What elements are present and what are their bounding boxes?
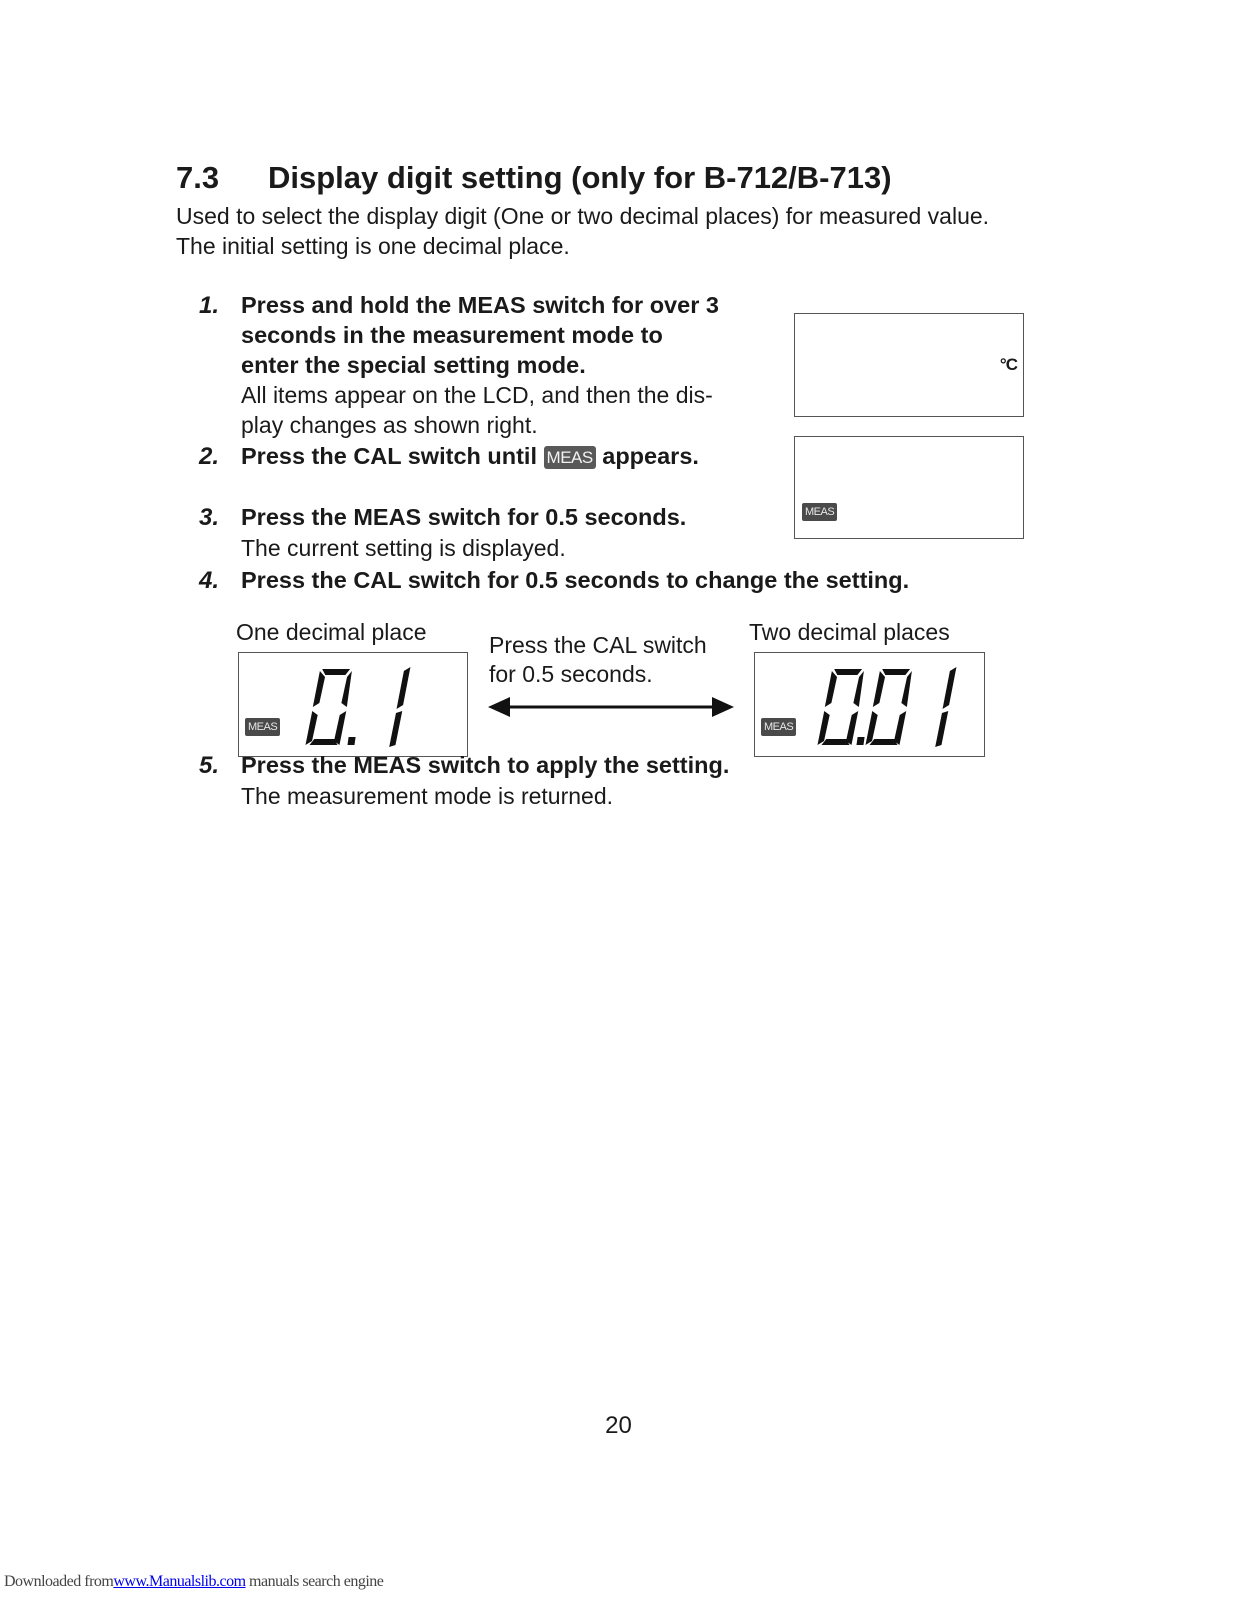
step-1-heading-line: enter the special setting mode. bbox=[241, 352, 586, 378]
page-number: 20 bbox=[605, 1412, 632, 1439]
step-3-description: The current setting is displayed. bbox=[241, 535, 566, 561]
step-3-number: 3. bbox=[199, 504, 220, 531]
step-4-number: 4. bbox=[199, 567, 220, 594]
section-title: Display digit setting (only for B-712/B-713) bbox=[268, 160, 892, 195]
lcd-panel-all-items bbox=[794, 313, 1024, 417]
lcd-panel-meas bbox=[794, 436, 1024, 539]
step-3-heading: Press the MEAS switch for 0.5 seconds. bbox=[241, 504, 687, 530]
step-1-description bbox=[241, 380, 713, 440]
one-decimal-caption: One decimal place bbox=[236, 619, 427, 645]
step-2-heading-text: Press the CAL switch until bbox=[241, 443, 537, 469]
footer-suffix: manuals search engine bbox=[249, 1573, 384, 1590]
celsius-unit-label: °C bbox=[999, 355, 1017, 374]
step-2-heading-text: appears. bbox=[602, 443, 699, 469]
meas-indicator-icon: MEAS bbox=[245, 718, 280, 736]
lcd-one-decimal bbox=[238, 652, 468, 757]
double-arrow-icon bbox=[488, 693, 734, 721]
intro-line-2: The initial setting is one decimal place. bbox=[176, 232, 570, 259]
step-2-heading bbox=[241, 441, 699, 471]
manualslib-link[interactable]: www.Manualslib.com bbox=[113, 1573, 246, 1590]
step-1-heading bbox=[241, 290, 719, 380]
step-5-heading: Press the MEAS switch to apply the setting. bbox=[241, 752, 730, 778]
two-decimal-caption: Two decimal places bbox=[749, 619, 950, 645]
step-2-number: 2. bbox=[199, 443, 220, 470]
toggle-instruction bbox=[489, 631, 707, 689]
section-number: 7.3 bbox=[176, 160, 220, 195]
step-1-heading-line: Press and hold the MEAS switch for over 3 bbox=[241, 292, 719, 318]
meas-indicator-icon: MEAS bbox=[761, 718, 796, 736]
step-4-heading: Press the CAL switch for 0.5 seconds to change the setting. bbox=[241, 567, 910, 593]
meas-indicator-icon: MEAS bbox=[544, 446, 596, 469]
footer-prefix: Downloaded from bbox=[4, 1573, 114, 1590]
download-footer bbox=[4, 1573, 383, 1591]
toggle-instruction-line: Press the CAL switch bbox=[489, 632, 707, 658]
step-1-description-line: All items appear on the LCD, and then the dis- bbox=[241, 382, 713, 408]
seven-segment-display bbox=[811, 663, 981, 751]
seven-segment-display bbox=[299, 663, 459, 751]
lcd-two-decimals bbox=[754, 652, 985, 757]
step-1-description-line: play changes as shown right. bbox=[241, 412, 538, 438]
intro-line-1: Used to select the display digit (One or two decimal places) for measured value. bbox=[176, 203, 990, 229]
meas-indicator-icon: MEAS bbox=[802, 503, 837, 521]
step-1-number: 1. bbox=[199, 292, 220, 319]
step-5-description: The measurement mode is returned. bbox=[241, 783, 614, 809]
step-5-number: 5. bbox=[199, 752, 220, 779]
toggle-instruction-line: for 0.5 seconds. bbox=[489, 661, 653, 687]
intro-text bbox=[176, 202, 1056, 261]
step-1-heading-line: seconds in the measurement mode to bbox=[241, 322, 663, 348]
